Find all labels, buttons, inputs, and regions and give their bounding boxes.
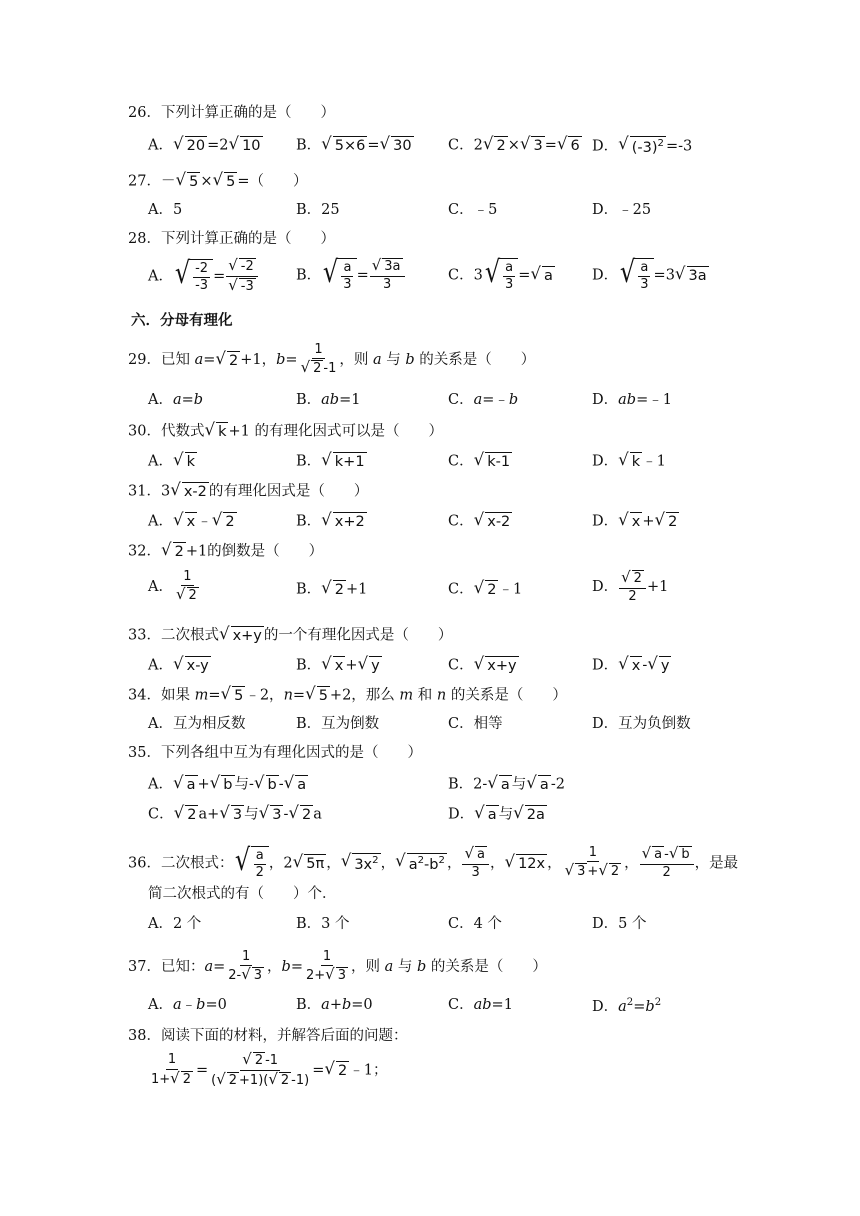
question-34	[0, 686, 860, 720]
question-31	[0, 482, 860, 516]
question-37-options	[0, 998, 860, 1032]
q33-option-a: A． √ x-y	[148, 654, 209, 674]
q32-option-a: A． 1 √ 2	[148, 569, 197, 604]
q33-option-d: D． √ x - √ y	[592, 654, 670, 674]
q36-option-d: D．5 个	[592, 916, 647, 932]
q27-option-d: D．﹣25	[592, 202, 652, 218]
q36-option-b: B．3 个	[296, 916, 350, 932]
q35-option-b: B．2- √ a 与 √ a -2	[448, 773, 565, 793]
question-28-options	[0, 255, 860, 306]
q30-option-c: C． √ k-1	[448, 450, 511, 470]
question-30	[0, 422, 860, 456]
q27-stem: 27．－ √ 5 × √ 5 =（ ）	[128, 170, 308, 190]
q29-option-c: C．a=﹣b	[448, 392, 519, 408]
q34-option-c: C．相等	[448, 716, 503, 732]
question-33	[0, 626, 860, 660]
q35-option-d: D． √ a 与 √ 2a	[448, 803, 545, 823]
q37-option-b: B．a+b=0	[296, 997, 373, 1013]
q26-stem: 26．下列计算正确的是（ ）	[128, 105, 335, 121]
q29-stem: 29．已知 a= √ 2 +1，b= 1 √ 2 -1 ，则 a 与 b 的关系是（ ）	[128, 342, 536, 377]
q36-stem: 36．二次根式： √ $\frac{a}{2}$ ，2 √ 5π ， √ $3x^2$ ， √ $a^2-b^2$ ， √ a 3 ， √ 12x ， 1 √ 3 + √ 2 ， √ a - √ b 2 ，是最	[128, 843, 739, 881]
q32-option-c: C． √ 2 ﹣1	[448, 578, 523, 598]
q27-option-a: A．5	[148, 202, 183, 218]
q32-stem: 32． √ 2 +1的倒数是（ ）	[128, 540, 324, 560]
q35-option-a: A． √ a + √ b 与- √ b - √ a	[148, 773, 307, 793]
q32-option-b: B． √ 2 +1	[296, 578, 368, 598]
q26-option-c: C．2 √ 2 × √ 3 = √ 6	[448, 134, 580, 154]
question-36	[0, 834, 860, 880]
q30-stem: 30．代数式 √ k +1 的有理化因式可以是（ ）	[128, 420, 443, 440]
q34-option-d: D．互为负倒数	[592, 716, 691, 732]
q27-option-b: B．25	[296, 202, 340, 218]
q28-option-d: D． √ $\frac{a}{3}$ =3 √ 3a	[592, 255, 707, 293]
question-32-options	[0, 570, 860, 614]
q33-option-c: C． √ x+y	[448, 654, 517, 674]
q27-option-c: C．﹣5	[448, 202, 498, 218]
q38-formula: 1 1+ √ 2 = √ 2 -1 ( √ 2 +1)( √ 2 -1) = √ 2 ﹣1；	[151, 1050, 388, 1088]
question-36-cont	[0, 887, 860, 921]
question-35-options-ab	[0, 775, 860, 809]
q31-option-c: C． √ x-2	[448, 510, 511, 530]
q31-stem: 31．3 √ x-2 的有理化因式是（ ）	[128, 480, 369, 500]
q31-option-a: A． √ x ﹣ √ 2	[148, 510, 235, 530]
q26-option-b: B． √ 5×6 = √ 30	[296, 134, 412, 154]
q31-option-d: D． √ x + √ 2	[592, 510, 678, 530]
q29-option-a: A．a=b	[148, 392, 204, 408]
q37-option-c: C．ab=1	[448, 997, 513, 1013]
q28-option-a: A． √ $\frac{-2}{-3}$ = √ -2 √ -3	[148, 258, 259, 295]
q37-option-d: D．$a^2=b^2$	[592, 997, 662, 1015]
q32-option-d: D． √ 2 2 +1	[592, 568, 669, 604]
q28-option-c: C．3 √ $\frac{a}{3}$ = √ a	[448, 255, 553, 293]
q36-option-a: A．2 个	[148, 916, 202, 932]
question-26	[0, 106, 860, 140]
q30-option-d: D． √ k ﹣1	[592, 450, 666, 470]
q26-option-a: A． √ 20 =2 √ 10	[148, 134, 261, 154]
q30-option-b: B． √ k+1	[296, 450, 365, 470]
q35-option-c: C． √ 2 a+ √ 3 与 √ 3 - √ 2 a	[148, 803, 322, 823]
section-6-title: 六．分母有理化	[131, 312, 233, 329]
q29-option-d: D．ab=﹣1	[592, 392, 672, 408]
q34-option-a: A．互为相反数	[148, 716, 246, 732]
q34-option-b: B．互为倒数	[296, 716, 380, 732]
question-38-formula	[0, 1052, 860, 1100]
question-26-options	[0, 136, 860, 170]
q31-option-b: B． √ x+2	[296, 510, 365, 530]
question-33-options	[0, 656, 860, 690]
q28-option-b: B． √ $\frac{a}{3}$ = √ 3a 3	[296, 258, 406, 293]
q37-option-a: A．a﹣b=0	[148, 997, 227, 1013]
q28-stem: 28．下列计算正确的是（ ）	[128, 231, 335, 247]
question-29	[0, 343, 860, 383]
q36-option-c: C．4 个	[448, 916, 502, 932]
q37-stem: 37．已知：a= 1 2- √ 3 ，b= 1 2+ √ 3 ，则 a 与 b 的关系是（ ）	[128, 949, 547, 984]
q26-option-d: D． √ $(-3)^2$ =-3	[592, 134, 693, 156]
q33-option-b: B． √ x + √ y	[296, 654, 380, 674]
q35-stem: 35．下列各组中互为有理化因式的是（ ）	[128, 745, 422, 761]
question-37	[0, 944, 860, 990]
q33-stem: 33．二次根式 √ x+y 的一个有理化因式是（ ）	[128, 624, 453, 644]
q30-option-a: A． √ k	[148, 450, 196, 470]
q36-stem-continuation: 简二次根式的有（ ）个．	[148, 886, 337, 902]
q29-option-b: B．ab=1	[296, 392, 361, 408]
q38-stem: 38．阅读下面的材料，并解答后面的问题：	[128, 1028, 408, 1044]
q34-stem: 34．如果 m= √ 5 ﹣2，n= √ 5 +2，那么 m 和 n 的关系是（ ）	[128, 684, 567, 704]
question-31-options	[0, 512, 860, 546]
question-30-options	[0, 452, 860, 486]
question-27	[0, 172, 860, 206]
